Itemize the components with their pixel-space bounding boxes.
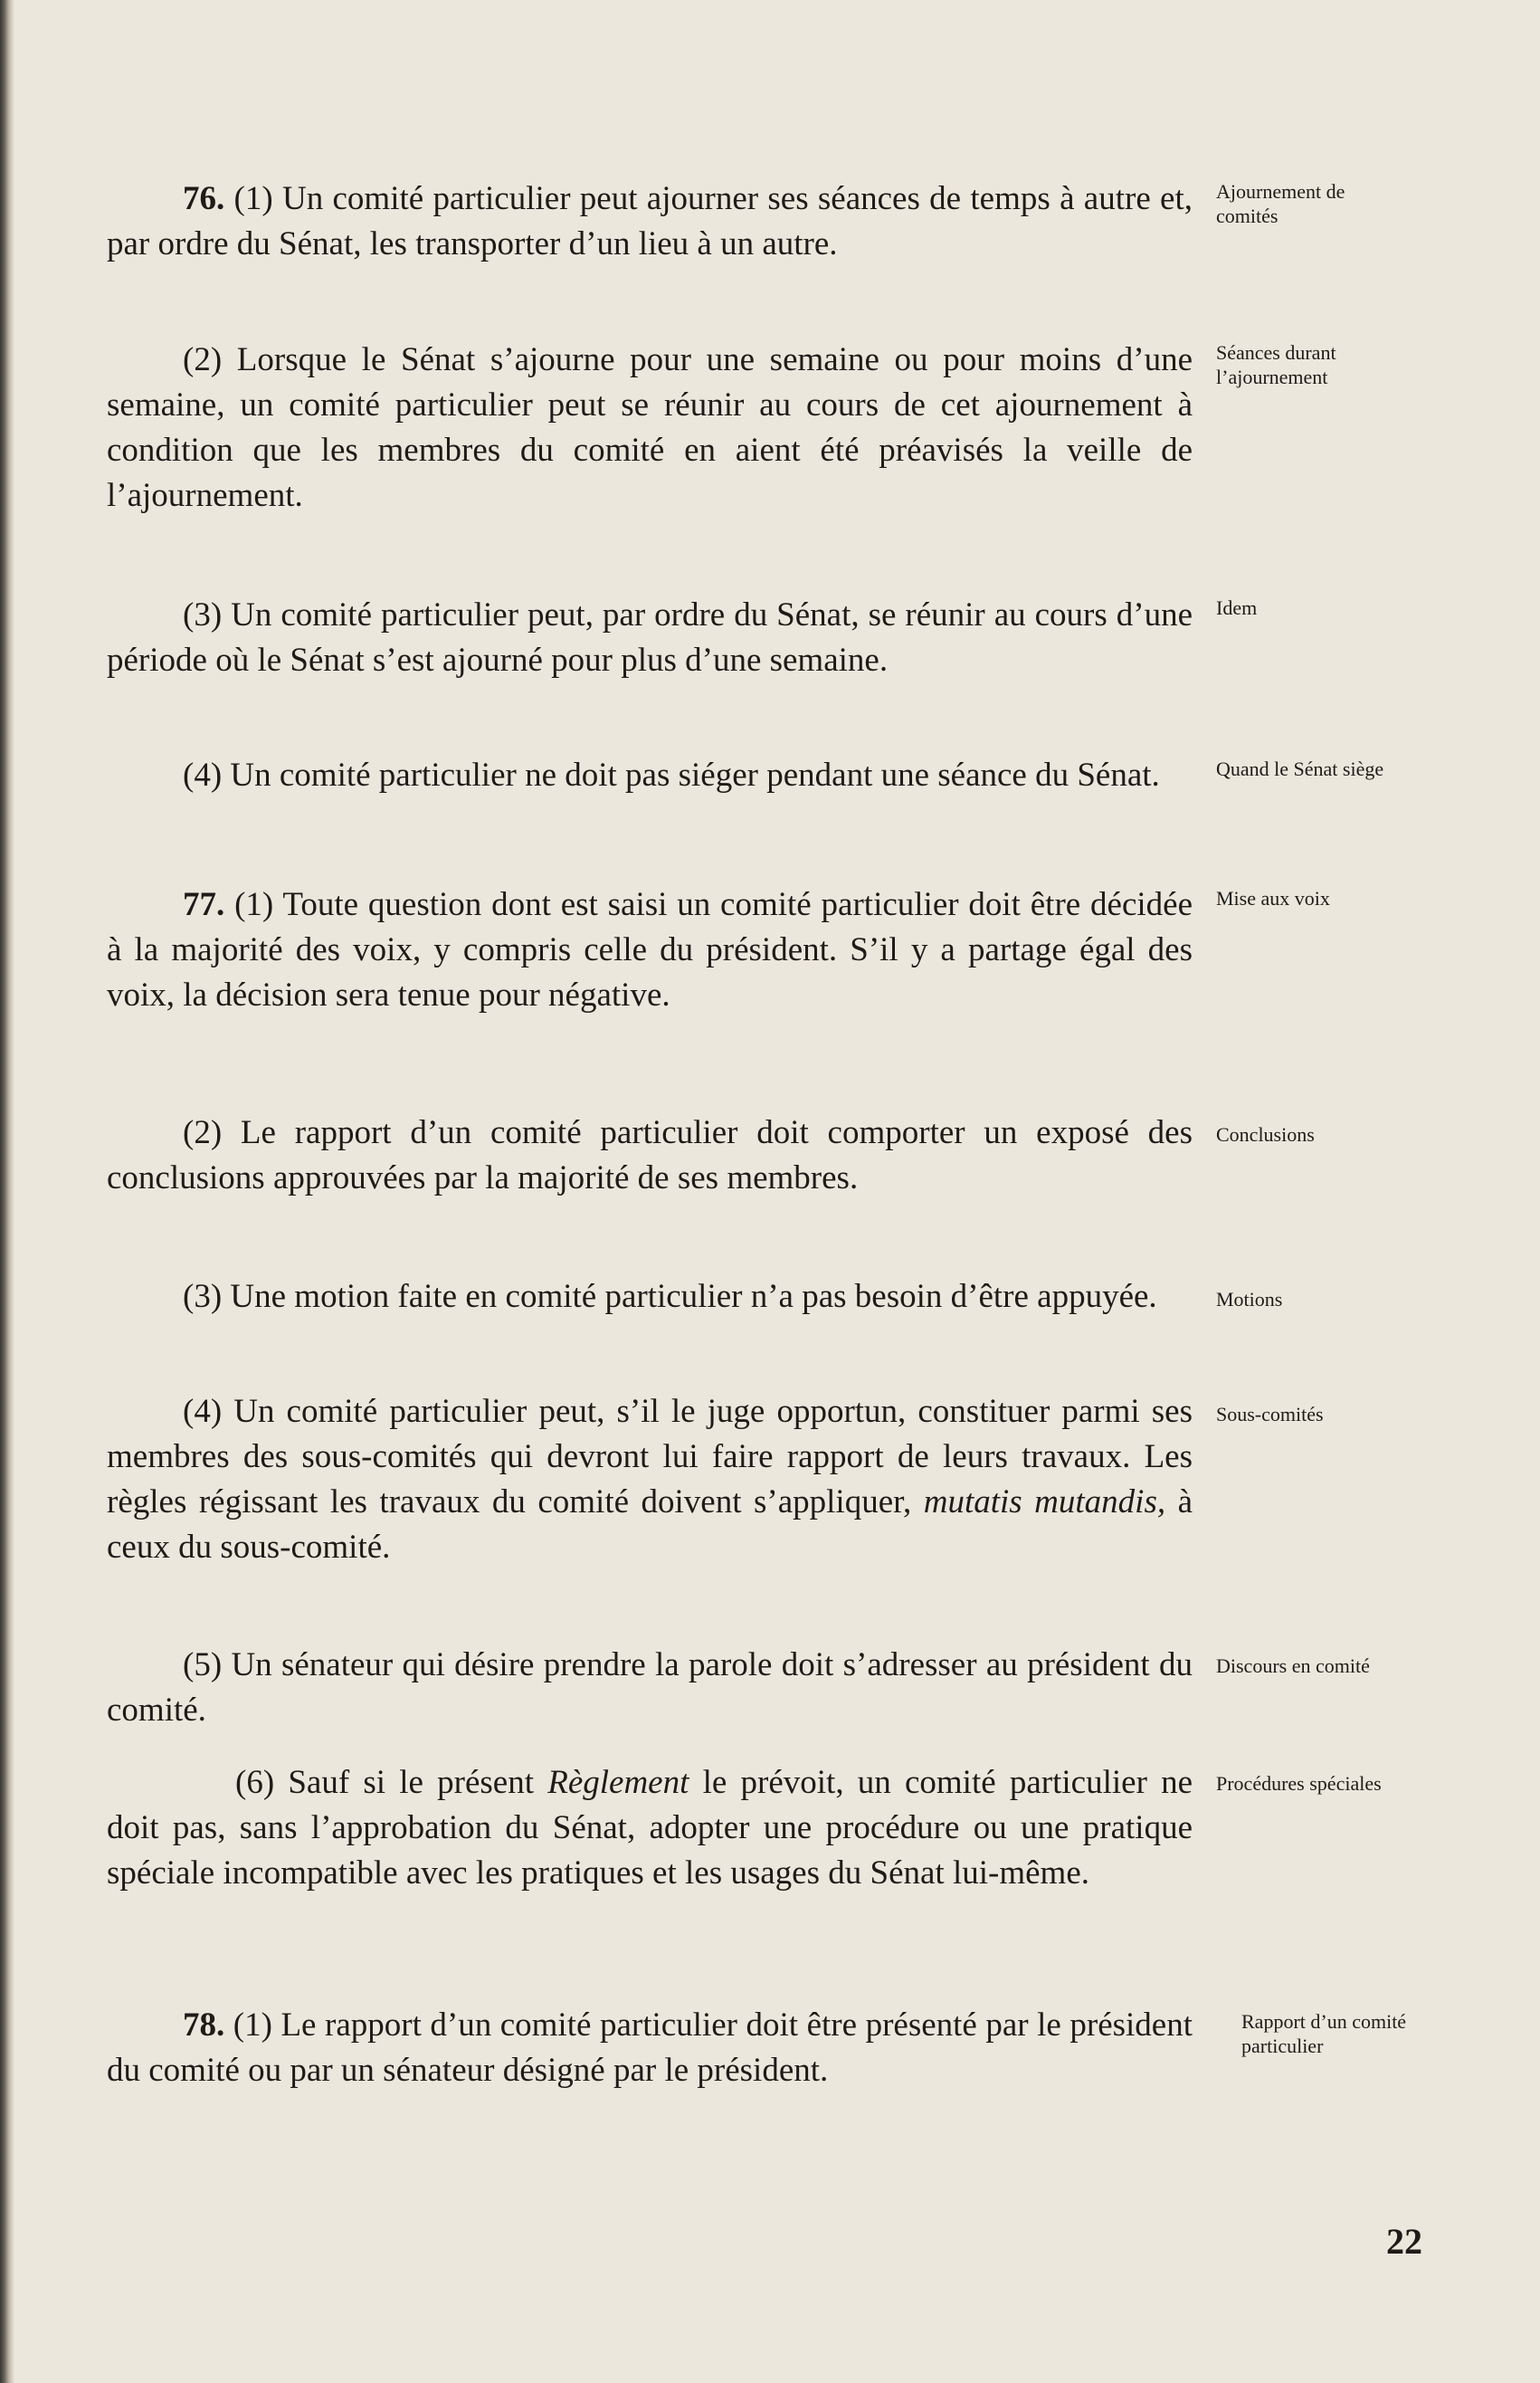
- margin-note-seances-ajournement: Séances durant l’ajournement: [1216, 341, 1336, 388]
- page-binding-edge: [0, 0, 14, 2383]
- rule-77-para-6-italic: Règlement: [547, 1764, 689, 1801]
- rule-77-para-6-text-a: (6) Sauf si le présent: [235, 1764, 535, 1801]
- margin-note-quand-senat-siege: Quand le Sénat siège: [1216, 758, 1384, 780]
- margin-note-mise-aux-voix: Mise aux voix: [1216, 887, 1330, 910]
- rule-76-para-3: (3) Un comité particulier peut, par ordre du Sénat, se réunir au cours d’une période où le Sénat s’est ajourné pour plus d’une semaine.: [107, 596, 1193, 679]
- rule-77-para-3: (3) Une motion faite en comité particulier n’a pas besoin d’être appuyée.: [183, 1278, 1157, 1315]
- margin-note-ajournement-comites: Ajournement de comités: [1216, 180, 1345, 227]
- margin-note-discours-en-comite: Discours en comité: [1216, 1654, 1370, 1677]
- rule-77-para-4-text-b: à ceux du sous-comité.: [107, 1483, 1193, 1566]
- rule-78-para-1-text: (1) Le rapport d’un comité particulier doit être présenté par le président du comité ou par un sénateur désigné par le président.: [107, 2006, 1193, 2089]
- rule-77-para-1: [107, 882, 1193, 1018]
- rule-77-para-2: (2) Le rapport d’un comité particulier doit comporter un exposé des conclusions approuvées par la majorité de ses membres.: [107, 1114, 1193, 1196]
- margin-note-conclusions: Conclusions: [1216, 1123, 1315, 1146]
- rule-78-number: 78.: [183, 2006, 225, 2044]
- rule-77-para-5: (5) Un sénateur qui désire prendre la parole doit s’adresser au président du comité.: [107, 1646, 1193, 1729]
- rule-77-para-1-text: (1) Toute question dont est saisi un comité particulier doit être décidée à la majorité des voix, y compris celle du président. S’il y a partage égal des voix, la décision sera tenue pour négative.: [107, 886, 1193, 1014]
- margin-note-procedures-speciales: Procédures spéciales: [1216, 1772, 1382, 1795]
- rule-77-para-4-text-a: (4) Un comité particulier peut, s’il le juge opportun, constituer parmi ses membres des sous-comités qui devront lui faire rapport de leurs travaux. Les règles régissant les travaux du comité doivent s’appliquer,: [107, 1393, 1193, 1520]
- rule-76-para-1-text: (1) Un comité particulier peut ajourner ses séances de temps à autre et, par ordre du Sénat, les transporter d’un lieu à un autre.: [107, 180, 1193, 262]
- margin-note-motions: Motions: [1216, 1288, 1283, 1311]
- rule-77-number: 77.: [183, 886, 225, 923]
- margin-note-sous-comites: Sous-comités: [1216, 1403, 1324, 1425]
- rule-78-para-1: [107, 2003, 1193, 2093]
- rule-76-para-2: (2) Lorsque le Sénat s’ajourne pour une semaine ou pour moins d’une semaine, un comité particulier peut se réunir au cours de cet ajournement à condition que les membres du comité en aient été préavisés la veille de l’ajournement.: [107, 341, 1193, 514]
- rule-76-para-1: [107, 176, 1193, 267]
- rule-77-para-6-text-b: le prévoit, un comité particulier ne doit pas, sans l’approbation du Sénat, adopter une procédure ou une pratique spéciale incompatible avec les pratiques et les usages du Sénat lui-même.: [107, 1764, 1193, 1892]
- rule-76-para-4: (4) Un comité particulier ne doit pas siéger pendant une séance du Sénat.: [183, 757, 1160, 794]
- rule-76-number: 76.: [183, 180, 225, 217]
- rule-77-para-4-italic: mutatis mutandis,: [923, 1483, 1166, 1520]
- rule-77-para-4: [107, 1389, 1193, 1570]
- margin-note-rapport-comite: Rapport d’un comité particulier: [1241, 2010, 1407, 2057]
- margin-note-idem: Idem: [1216, 596, 1258, 619]
- rule-77-para-6: [107, 1760, 1193, 1896]
- page-number: 22: [1386, 2221, 1422, 2262]
